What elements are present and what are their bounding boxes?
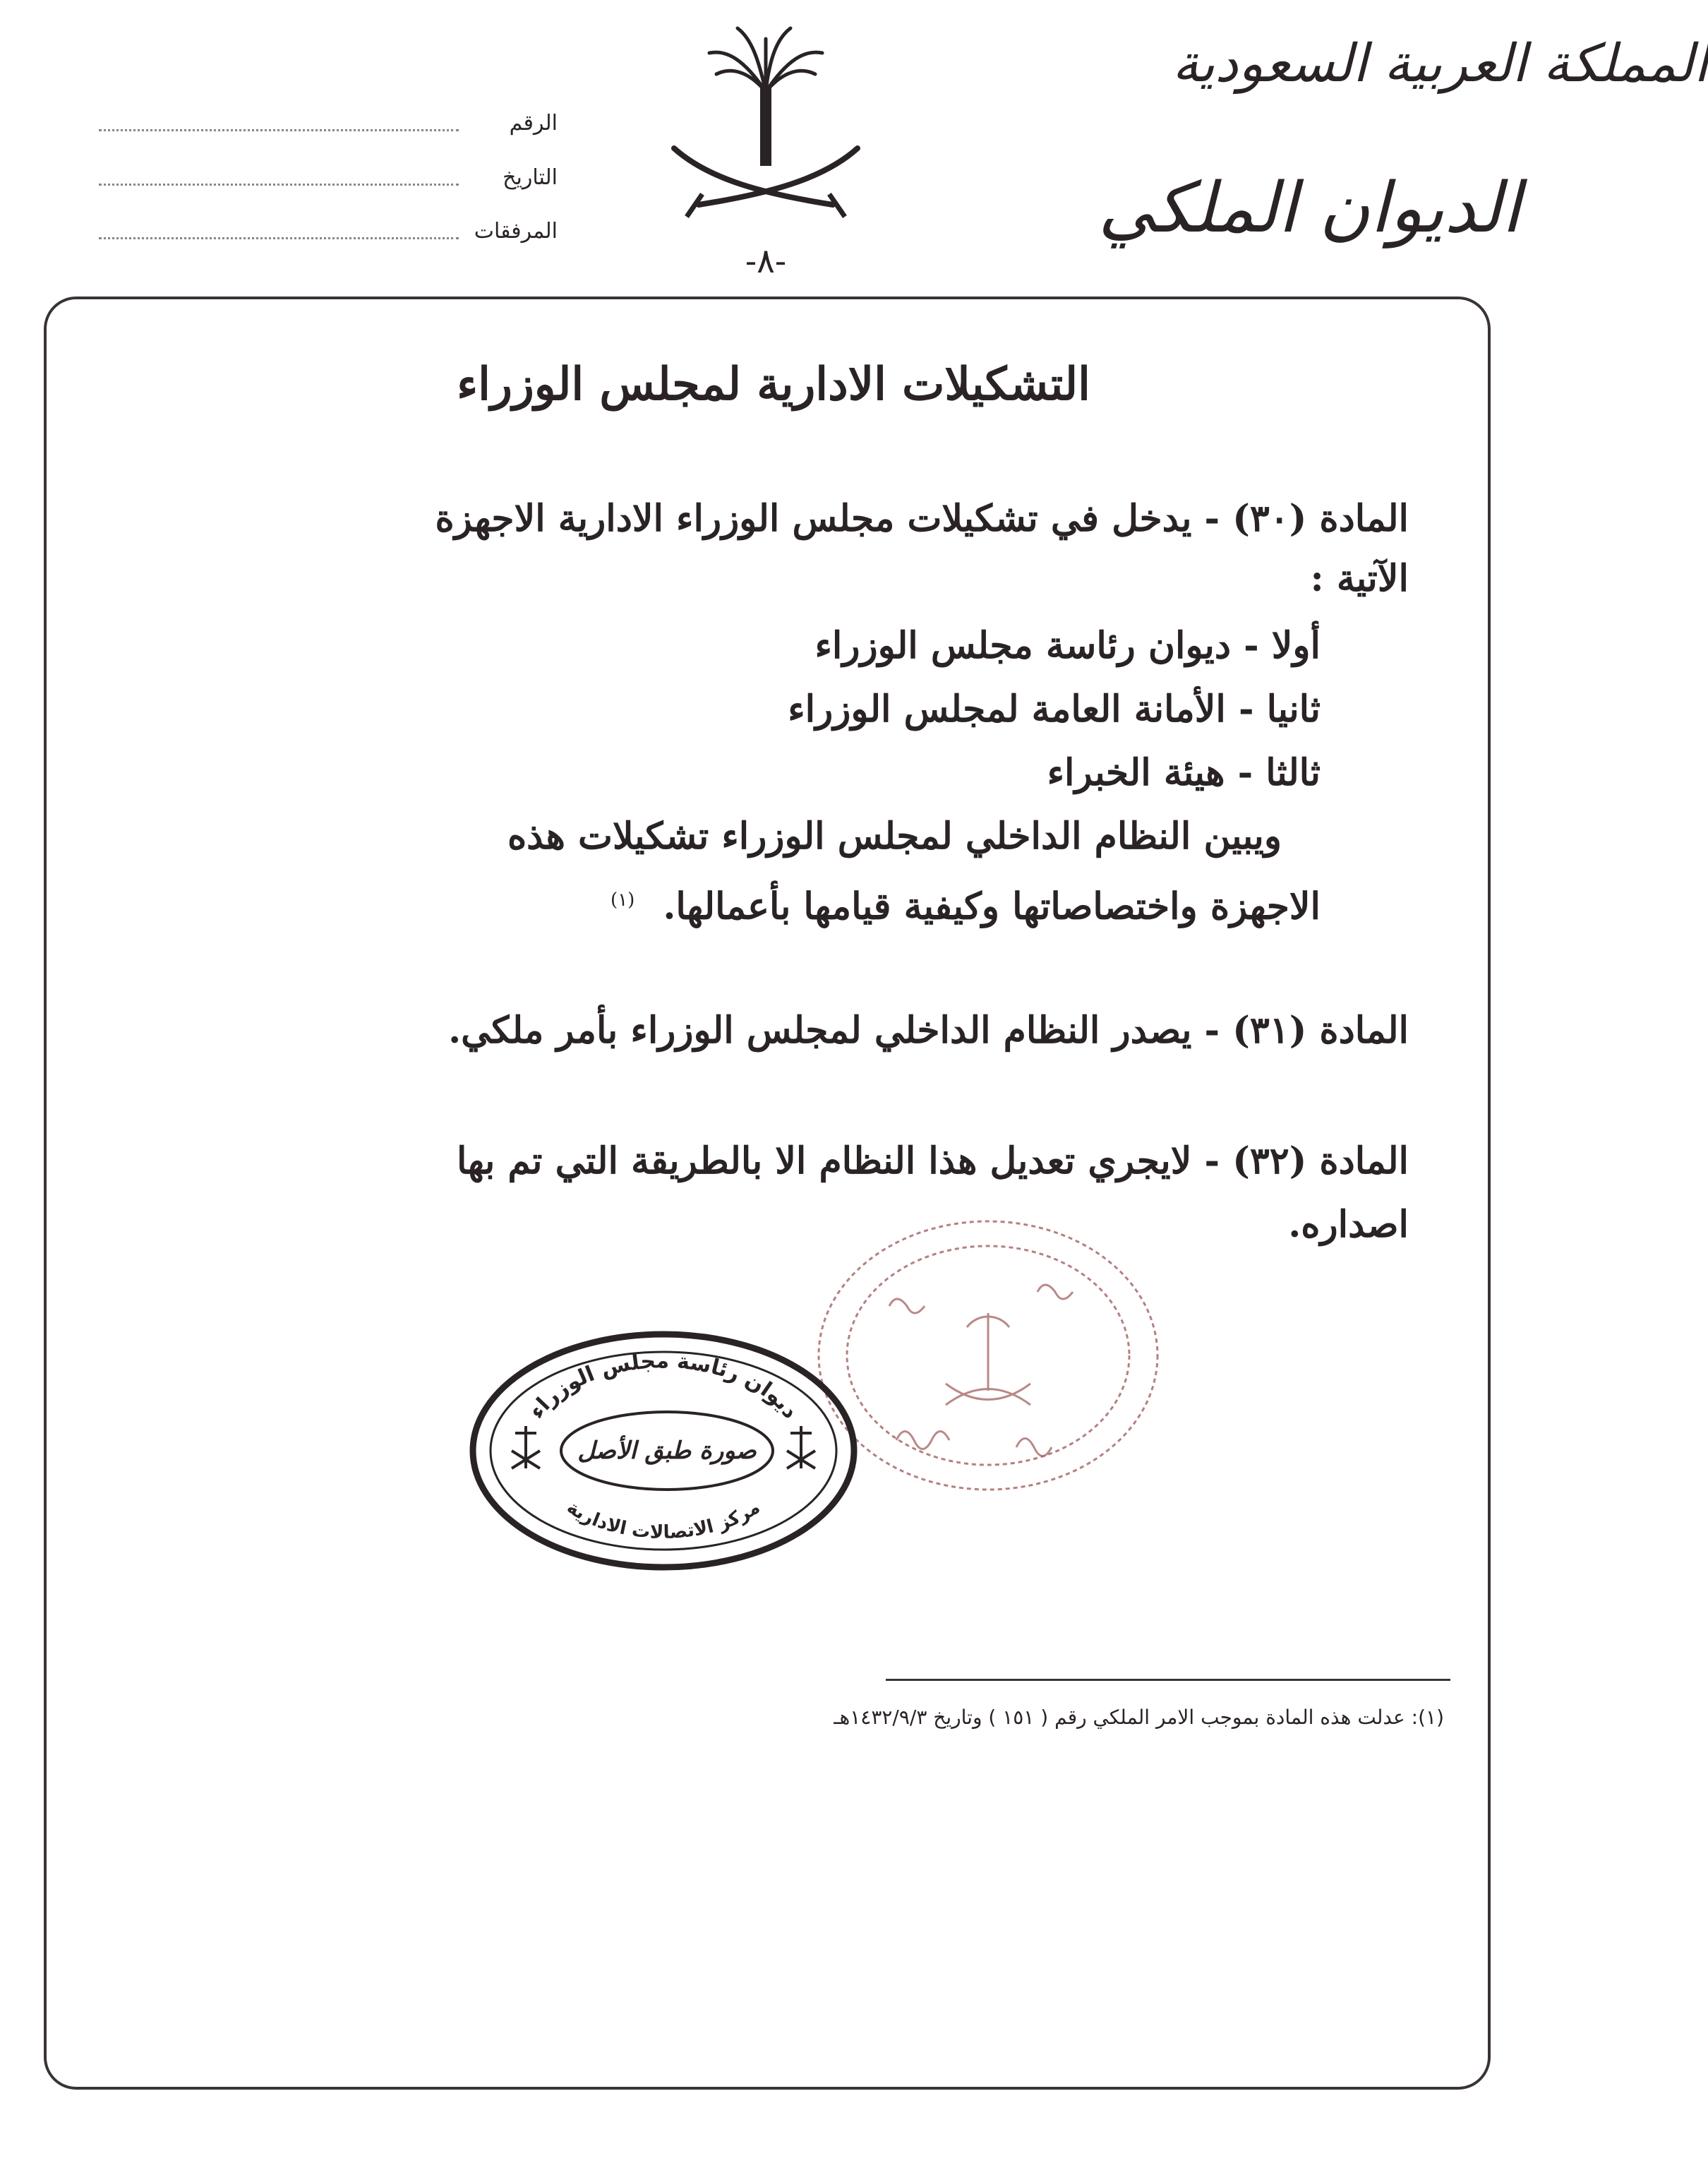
- svg-text:مركز الاتصالات الادارية: [563, 1497, 764, 1543]
- footnote: (١): عدلت هذه المادة بموجب الامر الملكي رقم ( ١٥١ ) وتاريخ ١٤٣٢/٩/٣هـ: [834, 1706, 1444, 1729]
- article-30-item-1: أولا - ديوان رئاسة مجلس الوزراء: [814, 624, 1321, 667]
- article-32-heading: المادة (٣٢) - لايجري تعديل هذا النظام الا بالطريقة التي تم بها: [457, 1139, 1409, 1182]
- dotted-line: [99, 184, 459, 186]
- field-label: المرفقات: [474, 219, 558, 244]
- kingdom-letterhead: المملكة العربية السعودية: [1172, 33, 1708, 94]
- document-title: التشكيلات الادارية لمجلس الوزراء: [457, 358, 1090, 411]
- stamp-top-text: ديوان رئاسة مجلس الوزراء: [524, 1348, 803, 1424]
- field-label: التاريخ: [503, 165, 558, 190]
- reference-number-field: [92, 102, 558, 145]
- article-31: المادة (٣١) - يصدر النظام الداخلي لمجلس الوزراء بأمر ملكي.: [448, 1009, 1409, 1052]
- footnote-reference: (١): [611, 890, 635, 911]
- article-30-item-3: ثالثا - هيئة الخبراء: [1047, 751, 1321, 794]
- article-30-heading: المادة (٣٠) - يدخل في تشكيلات مجلس الوزراء الادارية الاجهزة: [435, 497, 1409, 540]
- article-30-paragraph-line-2: [85, 868, 1321, 938]
- article-30-continuation: الآتية :: [1310, 557, 1409, 600]
- royal-court-letterhead: الديوان الملكي: [1098, 168, 1521, 248]
- footnote-separator: [886, 1679, 1450, 1681]
- paragraph-text: الاجهزة واختصاصاتها وكيفية قيامها بأعمالها.: [663, 885, 1321, 928]
- page-number: -٨-: [745, 241, 787, 281]
- dotted-line: [99, 237, 459, 239]
- field-label: الرقم: [509, 111, 558, 136]
- certified-copy-stamp: [466, 1327, 861, 1574]
- saudi-emblem-icon: [660, 18, 872, 236]
- dotted-line: [99, 129, 459, 131]
- article-30-item-2: ثانيا - الأمانة العامة لمجلس الوزراء: [788, 688, 1321, 731]
- stamp-bottom-text: مركز الاتصالات الادارية: [563, 1497, 764, 1544]
- stamp-center-text: صورة طبق الأصل: [577, 1437, 757, 1465]
- date-field: [92, 157, 558, 199]
- attachments-field: [92, 210, 558, 253]
- article-32-continuation: اصداره.: [1288, 1203, 1409, 1246]
- article-30-paragraph-line-1: ويبين النظام الداخلي لمجلس الوزراء تشكيلات هذه: [507, 815, 1282, 858]
